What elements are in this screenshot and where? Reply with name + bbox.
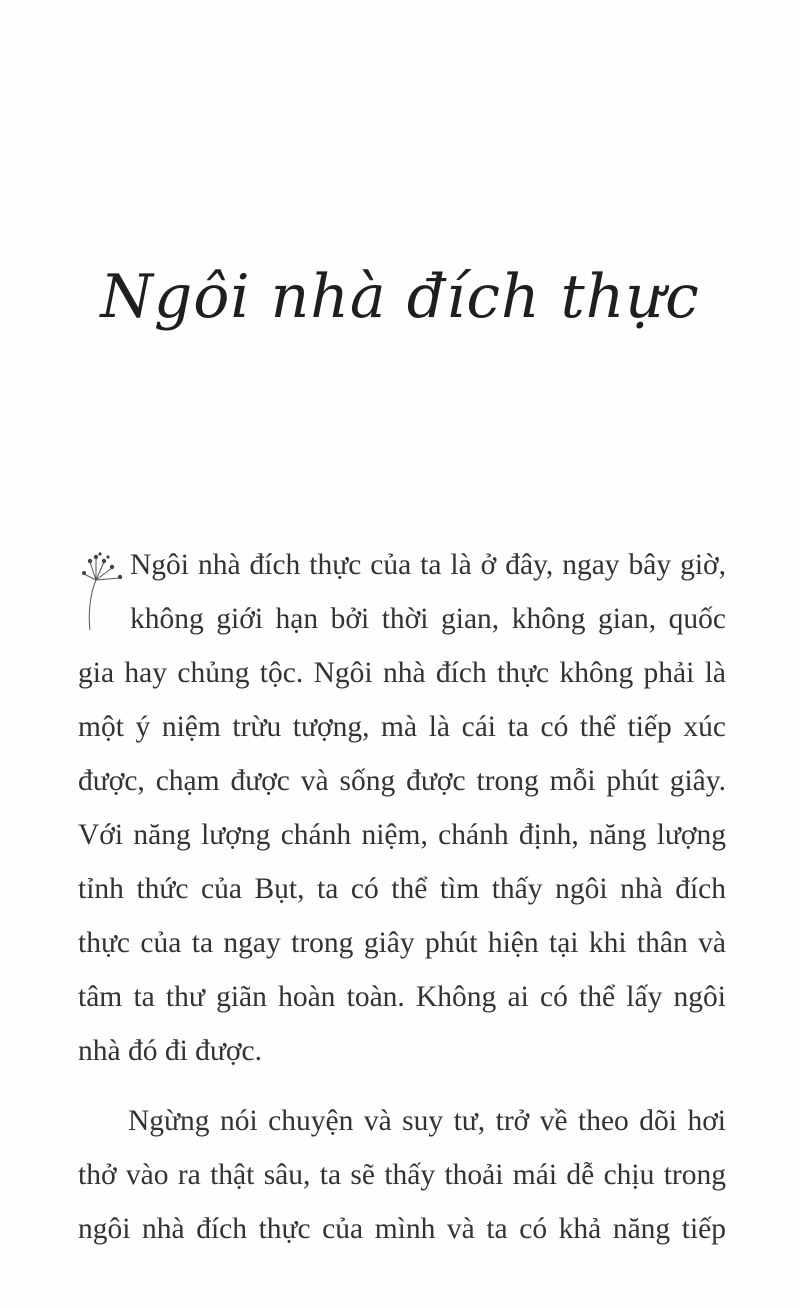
text-line: gia hay chủng tộc. Ngôi nhà đích thực không phải là <box>78 657 726 689</box>
text-line: thở vào ra thật sâu, ta sẽ thấy thoải mái dễ chịu trong <box>78 1159 726 1191</box>
text-line: thực của ta ngay trong giây phút hiện tại khi thân và <box>78 927 726 959</box>
text-line: được, chạm được và sống được trong mỗi phút giây. <box>78 765 726 797</box>
body-text <box>78 538 726 1256</box>
text-line: Với năng lượng chánh niệm, chánh định, năng lượng <box>78 819 726 851</box>
text-line: nhà đó đi được. <box>78 1035 262 1067</box>
text-line: một ý niệm trừu tượng, mà là cái ta có thể tiếp xúc <box>78 711 726 743</box>
text-line: tỉnh thức của Bụt, ta có thể tìm thấy ngôi nhà đích <box>78 873 726 905</box>
chapter-title: Ngôi nhà đích thực <box>100 262 700 332</box>
text-line: Ngừng nói chuyện và suy tư, trở về theo dõi hơi <box>128 1105 726 1137</box>
text-line: tâm ta thư giãn hoàn toàn. Không ai có thể lấy ngôi <box>78 981 726 1013</box>
text-line: Ngôi nhà đích thực của ta là ở đây, ngay bây giờ, <box>130 549 726 581</box>
text-line: ngôi nhà đích thực của mình và ta có khả năng tiếp <box>78 1213 726 1245</box>
paragraph-gap <box>78 1078 726 1094</box>
text-line: không giới hạn bởi thời gian, không gian, quốc <box>130 603 726 635</box>
